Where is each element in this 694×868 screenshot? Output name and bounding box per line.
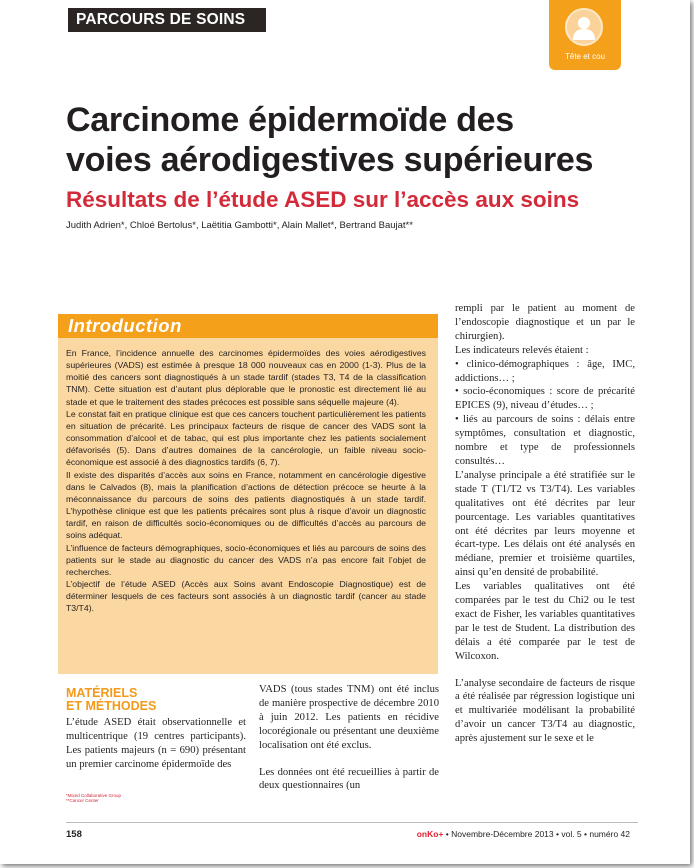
body-paragraph: VADS (tous stades TNM) ont été inclus de manière prospective de décembre 2010 à juin 2012. Les patients en récidive locorégionale ou présentant une deuxième localisation ont été exclus. [259, 684, 439, 751]
intro-paragraph: L’objectif de l’étude ASED (Accès aux Soins avant Endoscopie Diagnostique) est de déterminer lesquels de ces facteurs sont associés à un diagnostic tardif (cancer au stade T3/T4). [66, 578, 426, 614]
introduction-heading-bar [58, 314, 438, 338]
journal-logo: onKo+ [416, 829, 444, 839]
page-number: 158 [66, 829, 82, 840]
title-line-2: voies aérodigestives supérieures [66, 141, 594, 179]
methods-heading [66, 687, 246, 713]
article-title [66, 100, 656, 180]
section-tag: PARCOURS DE SOINS [68, 8, 266, 32]
intro-paragraph: L’influence de facteurs démographiques, socio-économiques et liés au parcours de soins des patients sur le stade au diagnostic du cancer des VADS n’a pas encore fait l’objet de recherches. [66, 542, 426, 577]
badge-label: Tête et cou [564, 52, 606, 61]
person-head-icon [565, 8, 603, 46]
footnote [66, 793, 121, 803]
methods-column-1 [66, 716, 246, 772]
journal-reference [417, 829, 630, 839]
methods-heading-line-1: MATÉRIELS [66, 686, 138, 700]
body-paragraph: L’analyse principale a été stratifiée sur le stade T (T1/T2 vs T3/T4). Les variables qualitatives ont été décrites par leur pourcentage. Les variables quantitatives ont été décrites par leurs moyenne et écart-type. Les délais ont été analysés en médiane, premier et troisième quartiles, ainsi qu’en densité de probabilité. [455, 469, 635, 579]
right-column [455, 302, 635, 746]
introduction-heading: Introduction [68, 315, 182, 336]
body-paragraph: Les indicateurs relevés étaient : [455, 344, 589, 356]
body-paragraph: L’analyse secondaire de facteurs de risque a été réalisée par régression logistique uni et multivariée modélisant la probabilité d’avoir un cancer T3/T4 au diagnostic, après ajustement sur le sexe et le [455, 677, 635, 745]
body-paragraph: L’étude ASED était observationnelle et multicentrique (19 centres participants). Les patients majeurs (n = 690) présentant un premier carcinome épidermoïde des [66, 717, 246, 770]
intro-paragraph: Le constat fait en pratique clinique est que ces cancers touchent particulièrement les patients en situation de précarité. Les principaux facteurs de risque de cancer des VADS sont la consommation d’alcool et de tabac, qui est plus importante chez les patients socialement défavorisés (5). Dans d’autres domaines de la cancérologie, un faible niveau socio-économique est associé à des diagnostics tardifs (6, 7). [66, 408, 426, 468]
bullet-item: • socio-économiques : score de précarité EPICES (9), niveau d’études… ; [455, 386, 635, 412]
body-paragraph: Les données ont été recueillies à partir de deux questionnaires (un [259, 766, 439, 792]
methods-heading-line-2: ET MÉTHODES [66, 699, 157, 713]
article-subtitle: Résultats de l’étude ASED sur l’accès aux soins [66, 187, 580, 212]
footnote-line-1: *Mixed Collaborative Group [66, 793, 122, 798]
footnote-line-2: **Cancer Center [66, 798, 99, 803]
bullet-item: • liés au parcours de soins : délais entre symptômes, consultation et diagnostic, nombre et type de professionnels consultés… [455, 414, 635, 467]
bullet-item: • clinico-démographiques : âge, IMC, addictions… ; [455, 358, 635, 384]
introduction-text [66, 347, 426, 614]
footer-divider [66, 822, 638, 823]
body-paragraph: rempli par le patient au moment de l’endoscopie diagnostique et un par le chirurgien). [455, 303, 635, 342]
journal-issue: • Novembre-Décembre 2013 • vol. 5 • numéro 42 [443, 829, 630, 839]
title-line-1: Carcinome épidermoïde des [66, 101, 514, 139]
intro-paragraph: Il existe des disparités d’accès aux soins en France, notamment en cancérologie digestive dans le Calvados (8), mais la planification d’actions de détection précoce se heurte à la méconnaissance du parcours de soins des patients diagnostiqués à un stade tardif. L’hypothèse clinique est que les patients précaires sont plus à risque d’avoir un diagnostic tardif, en raison de difficultés socio-économiques ou de difficultés d’accès au parcours de soins adéquat. [66, 469, 426, 541]
authors: Judith Adrien*, Chloé Bertolus*, Laëtitia Gambotti*, Alain Mallet*, Bertrand Baujat** [66, 220, 413, 231]
intro-paragraph: En France, l’incidence annuelle des carcinomes épidermoïdes des voies aérodigestives supérieures (VADS) est estimée à presque 18 000 nouveaux cas en 2000 (1-3). Plus de la moitié des cancers sont diagnostiqués à un stade tardif (stades T3, T4 de la classification TNM). Cette situation est d’autant plus déplorable que le pronostic est directement lié au stade et que le traitement des stades précoces est possible sans séquelle majeure (4). [66, 348, 426, 407]
methods-column-2 [259, 683, 439, 793]
category-badge [549, 0, 621, 70]
body-paragraph: Les variables qualitatives ont été comparées par le test du Chi2 ou le test exact de Fisher, les variables quantitatives par le test de Student. La distribution des délais a été comparée par le test de Wilcoxon. [455, 581, 635, 662]
